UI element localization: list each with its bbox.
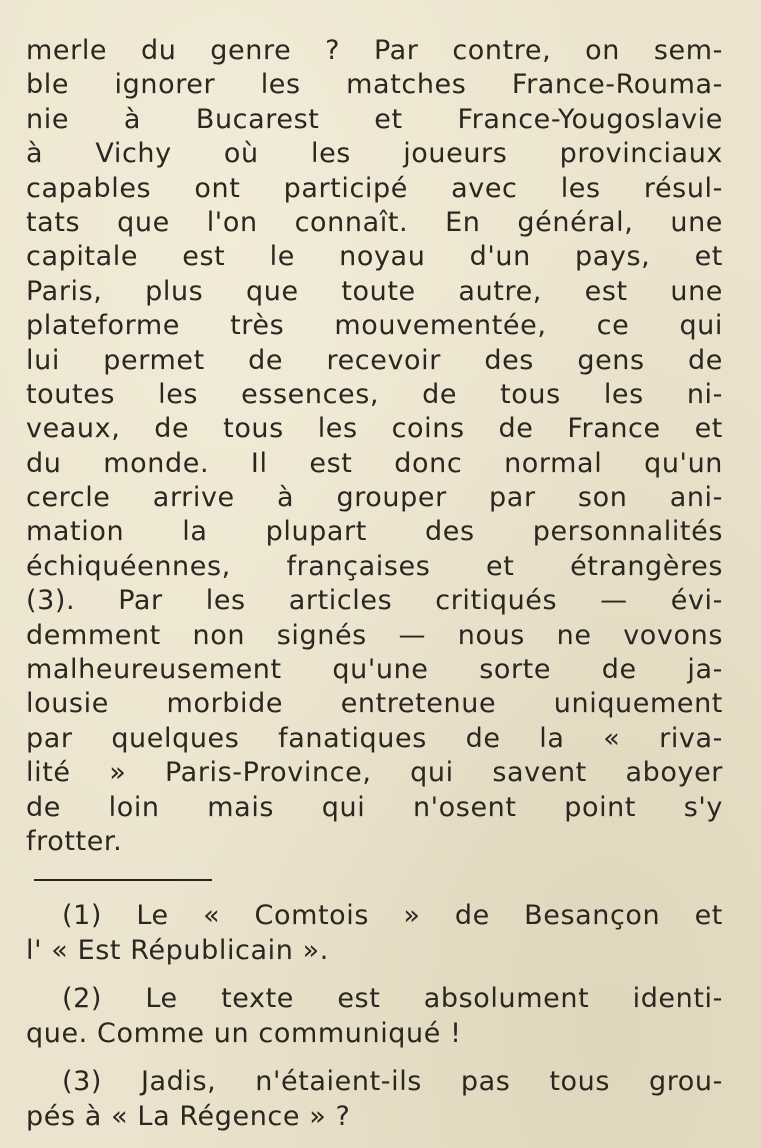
article-line: échiquéennes, françaises et étrangères xyxy=(26,550,723,582)
article-line: capitale est le noyau d'un pays, et xyxy=(26,241,723,273)
article-line: ble ignorer les matches France-Rouma- xyxy=(26,69,723,101)
article-line: tats que l'on connaît. En général, une xyxy=(26,206,723,238)
article-line: Paris, plus que toute autre, est une xyxy=(26,275,723,307)
article-line: (3). Par les articles critiqués — évi- xyxy=(26,585,723,617)
article-line: demment non signés — nous ne vovons xyxy=(26,619,723,651)
article-line: veaux, de tous les coins de France et xyxy=(26,413,723,445)
article-line: lui permet de recevoir des gens de xyxy=(26,344,723,376)
article-line: à Vichy où les joueurs provinciaux xyxy=(26,138,723,170)
article-line: nie à Bucarest et France-Yougoslavie xyxy=(26,103,723,135)
footnote-3 xyxy=(26,1065,723,1134)
footnote-divider xyxy=(34,879,212,881)
footnote-1 xyxy=(26,899,723,968)
footnote-line: (2) Le texte est absolument identi- xyxy=(62,983,723,1015)
article-line: lité » Paris-Province, qui savent aboyer xyxy=(26,757,723,789)
footnote-line: (3) Jadis, n'étaient-ils pas tous grou- xyxy=(62,1066,723,1098)
article-line: cercle arrive à grouper par son ani- xyxy=(26,482,723,514)
footnotes xyxy=(26,899,723,1134)
footnote-line: l' « Est Républicain ». xyxy=(26,934,329,966)
article-line: merle du genre ? Par contre, on sem- xyxy=(26,35,723,66)
article-line: capables ont participé avec les résul- xyxy=(26,172,723,204)
article-line: plateforme très mouvementée, ce qui xyxy=(26,310,723,342)
article-line: de loin mais qui n'osent point s'y xyxy=(26,791,723,823)
article-body xyxy=(26,34,723,859)
footnote-line: que. Comme un communiqué ! xyxy=(26,1017,462,1049)
article-line: lousie morbide entretenue uniquement xyxy=(26,688,723,720)
footnote-line: pés à « La Régence » ? xyxy=(26,1100,351,1132)
footnote-line: (1) Le « Comtois » de Besançon et xyxy=(62,900,723,932)
footnote-2 xyxy=(26,982,723,1051)
article-line: malheureusement qu'une sorte de ja- xyxy=(26,654,723,686)
article-line: mation la plupart des personnalités xyxy=(26,516,723,548)
article-line: toutes les essences, de tous les ni- xyxy=(26,378,723,410)
article-line: frotter. xyxy=(26,825,123,857)
article-line: par quelques fanatiques de la « riva- xyxy=(26,722,723,754)
article-line: du monde. Il est donc normal qu'un xyxy=(26,447,723,479)
